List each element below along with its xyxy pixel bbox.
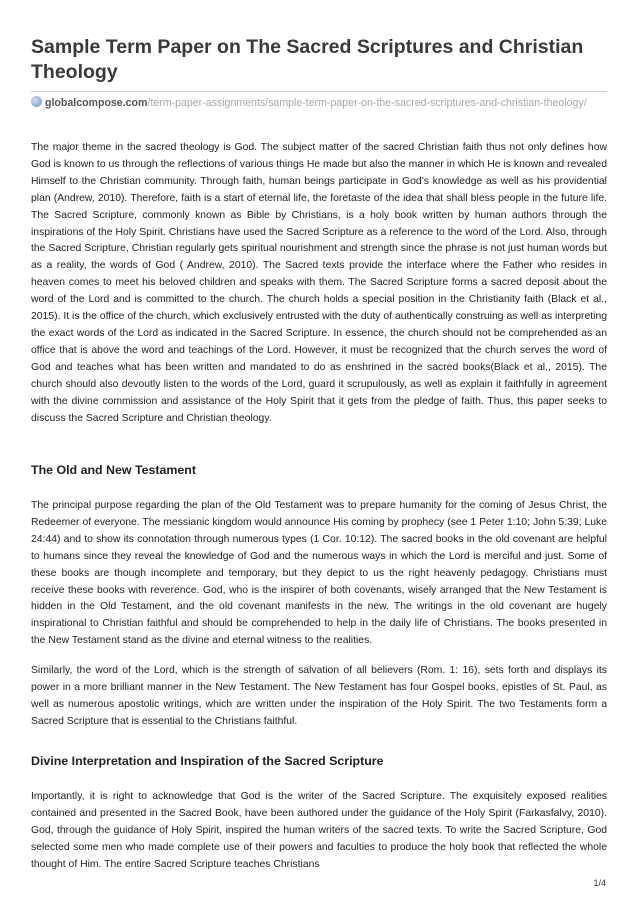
page-number: 1/4 — [593, 878, 606, 888]
globe-icon — [31, 96, 42, 107]
intro-paragraph: The major theme in the sacred theology is God. The subject matter of the sacred Christian faith thus not only defines how God is known to us through the reflections of various things He made but also the manner in which He is known and revealed Himself to the Christian community. Through faith, human beings participate in God’s knowledge as well as his providential plan (Andrew, 2010). Therefore, faith is a start of eternal life, the foretaste of the idea that shall bless people in the future life. The Sacred Scripture, commonly known as Bible by Christians, is a holy book written by human authors through the inspirations of the Holy Spirit. Christians have used the Sacred Scripture as a reference to the word of the Lord. Also, through the Sacred Scripture, Christian regularly gets spiritual nourishment and strength since the phrase is not just human words but as a reality, the words of God ( Andrew, 2010). The Sacred texts provide the interface where the Father who resides in heaven comes to meet his beloved children and speaks with them. The Sacred Scripture forms a sacred deposit about the word of the Lord and is committed to the church. The church holds a special position in the Christianity faith (Black et al., 2015). It is the office of the church, which exclusively entrusted with the duty of authentically construing as well as interpreting the exact words of the Lord as indicated in the Sacred Scripture. In essence, the church should not be comprehended as an office that is above the word and teachings of the Lord. However, it must be recognized that the church serves the word of God and teaches what has been written and mandated to do as enshrined in the sacred books(Black et al., 2015). The church should also devoutly listen to the words of the Lord, guard it scrupulously, as well as explain it faithfully in agreement with the divine commission and assistance of the Holy Spirit that it gets from the pledge of faith. Thus, this paper seeks to discuss the Sacred Scripture and Christian theology. — [31, 142, 607, 424]
source-domain[interactable]: globalcompose.com — [45, 97, 148, 109]
source-url[interactable] — [31, 96, 607, 111]
section-heading: Divine Interpretation and Inspiration of the Sacred Scripture — [31, 754, 384, 768]
section-paragraph: Importantly, it is right to acknowledge that God is the writer of the Sacred Scripture. The exquisitely exposed realities contained and presented in the Sacred Book, have been authored under the guidance of the Holy Spirit (Farkasfalvy, 2010). God, through the guidance of Holy Spirit, inspired the human writers of the sacred texts. To write the Sacred Scripture, God selected some men who made complete use of their powers and faculties to produce the holy book that reflected the whole thought of Him. The entire Sacred Scripture teaches Christians — [31, 791, 607, 870]
page-title: Sample Term Paper on The Sacred Scriptures and Christian Theology — [31, 36, 584, 83]
section-paragraph: The principal purpose regarding the plan of the Old Testament was to prepare humanity for the coming of Jesus Christ, the Redeemer of everyone. The messianic kingdom would announce His coming by prophecy (see 1 Peter 1:10; John 5:39; Luke 24:44) and to show its connotation through numerous types (1 Cor. 10:12). The sacred books in the old covenant are helpful to humans since they reveal the knowledge of God and the numerous ways in which the Lord is merciful and just. Some of these books are though incomplete and temporary, but they depict to us the right heavenly pedagogy. Christians must receive these books with reverence. God, who is the inspirer of both covenants, wisely arranged that the New Testament is hidden in the Old Testament, and the old covenant manifests in the new. The writings in the old covenant are hugely inspirational to Christian faithful and should be comprehended to help in the daily life of Christians. The books presented in the New Testament stand as the divine and eternal witness to the realities. — [31, 500, 607, 647]
source-path[interactable]: /term-paper-assignments/sample-term-paper-on-the-sacred-scriptures-and-christian-theology/ — [147, 97, 587, 109]
section-paragraph: Similarly, the word of the Lord, which is the strength of salvation of all believers (Rom. 1: 16), sets forth and displays its power in a more brilliant manner in the New Testament. The New Testament has four Gospel books, epistles of St. Paul, as well as numerous apostolic writings, which are written under the inspiration of the Holy Spirit. The two Testaments form a Sacred Scripture that is essential to the Christians faithful. — [31, 665, 607, 727]
section-heading: The Old and New Testament — [31, 463, 197, 477]
title-divider — [31, 91, 607, 92]
